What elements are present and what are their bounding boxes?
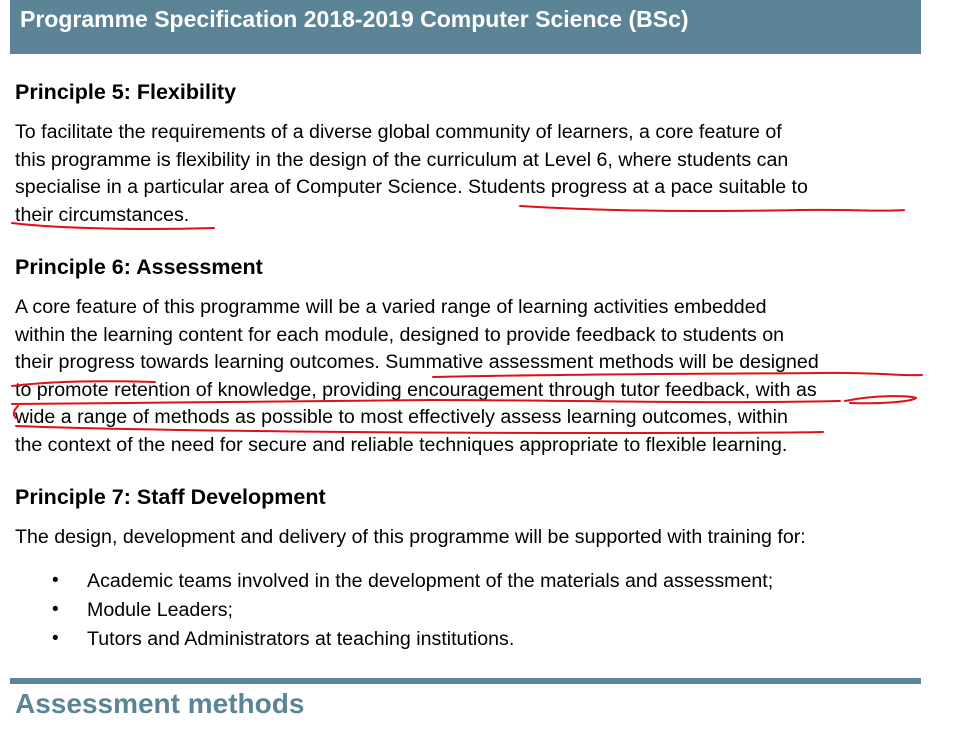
principle-7-intro: The design, development and delivery of this programme will be supported with training for: [15,526,806,548]
red-underline [845,396,916,403]
bullet-item: Academic teams involved in the development of the materials and assessment; [87,570,774,592]
principle-6-line: the context of the need for secure and reliable techniques appropriate to flexible learning. [15,434,788,456]
document-title: Programme Specification 2018-2019 Computer Science (BSc) [20,6,689,32]
bullet-item: Module Leaders; [87,599,233,621]
principle-6-line: A core feature of this programme will be a varied range of learning activities embedded [15,296,767,318]
principle-6-line: to promote retention of knowledge, providing encouragement through tutor feedback, with as [15,379,817,401]
principle-5-line: their circumstances. [15,204,190,226]
bullet-icon: • [52,628,59,649]
document-header [10,0,921,54]
bullet-icon: • [52,570,59,591]
principle-5-line: specialise in a particular area of Computer Science. Students progress at a pace suitable to [15,176,808,198]
principle-6-line: wide a range of methods as possible to most effectively assess learning outcomes, within [15,406,788,428]
bullet-icon: • [52,599,59,620]
principle-6-line: within the learning content for each module, designed to provide feedback to students on [15,324,785,346]
assessment-methods-heading: Assessment methods [15,688,305,719]
principle-5-line: To facilitate the requirements of a diverse global community of learners, a core feature of [15,121,782,143]
section-divider [10,678,921,684]
red-underline [520,206,904,211]
principle-6-heading: Principle 6: Assessment [15,255,263,279]
principle-5-heading: Principle 5: Flexibility [15,80,237,104]
principle-7-heading: Principle 7: Staff Development [15,485,326,509]
principle-6-line: their progress towards learning outcomes. Summative assessment methods will be designed [15,351,819,373]
principle-5-line: this programme is flexibility in the design of the curriculum at Level 6, where students can [15,149,789,171]
bullet-item: Tutors and Administrators at teaching institutions. [87,628,515,650]
